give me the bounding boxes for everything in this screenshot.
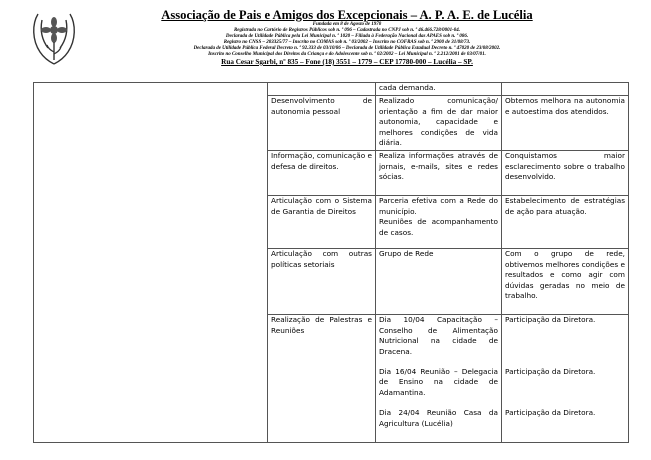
letterhead xyxy=(92,8,602,67)
table-cell: Realização de Palestras e Reuniões xyxy=(268,315,376,443)
table-cell xyxy=(268,83,376,96)
table-cell xyxy=(502,315,629,443)
table-cell xyxy=(376,315,502,443)
cell-line: Dia 24/04 Reunião Casa da Agricultura (Lucélia) xyxy=(379,408,498,428)
cell-line: Dia 16/04 Reunião – Delegacia de Ensino na cidade de Adamantina. xyxy=(379,367,498,397)
table-cell: Estabelecimento de estratégias de ação para atuação. xyxy=(502,196,629,249)
table-cell: Com o grupo de rede, obtivemos melhores condições e resultados e como agir com dúvidas geradas no meio de trabalho. xyxy=(502,249,629,315)
letterhead-line: Registrada no Cartório de Registros Públicos sob n. º 096 – Cadastrada no CNPJ sob n. º 46.466.728/0001-04. xyxy=(233,28,461,33)
letterhead-line: Registro no CNSS – 203325/77 – Inscrito no COMAS sob n. º 03/2002 – Inscrito no COFRAS sob n. º 2900 de 31/08/73. xyxy=(223,40,471,45)
cell-line: Reuniões de acompanhamento de casos. xyxy=(379,217,498,237)
table-cell: Articulação com outras políticas setoriais xyxy=(268,249,376,315)
table-cell: cada demanda. xyxy=(376,83,502,96)
table-cell: Realiza informações através de jornais, e-mails, sites e redes sócias. xyxy=(376,151,502,196)
blank-column-cell xyxy=(34,83,268,443)
letterhead-line: Declarada de Utilidade Pública pela Lei Municipal n. º 1020 – Filiada à Federação Nacional das APAES sob n. º 086. xyxy=(225,34,469,39)
cell-line: Dia 10/04 Capacitação – Conselho de Alimentação Nutricional na cidade de Dracena. xyxy=(379,315,498,356)
table-cell: Realizado comunicação/ orientação a fim de dar maior autonomia, capacidade e melhores condições de vida diária. xyxy=(376,96,502,151)
table-cell: Grupo de Rede xyxy=(376,249,502,315)
org-title: Associação de Pais e Amigos dos Excepcionais – A. P. A. E. de Lucélia xyxy=(161,8,533,22)
address: Rua Cesar Sgarbi, nº 835 – Fone (18) 3551 – 1779 – CEP 17780-000 – Lucélia – SP. xyxy=(221,58,473,66)
activities-table xyxy=(33,82,629,443)
table-cell xyxy=(376,196,502,249)
table-cell: Conquistamos maior esclarecimento sobre o trabalho desenvolvido. xyxy=(502,151,629,196)
table-cell: Articulação com o Sistema de Garantia de Direitos xyxy=(268,196,376,249)
cell-line: Participação da Diretora. xyxy=(505,408,596,418)
cell-line: Parceria efetiva com a Rede do município. xyxy=(379,196,498,216)
letterhead-line: Declarada de Utilidade Pública Federal Decreto n. º 92.333 de 03/10/86 – Declarada de Utilidade Pública Estadual Decreto n. º 47020 de 23/08/2002. xyxy=(193,46,501,51)
apae-logo xyxy=(28,6,80,70)
table-cell: Obtemos melhora na autonomia e autoestima dos atendidos. xyxy=(502,96,629,151)
table-cell: Desenvolvimento de autonomia pessoal xyxy=(268,96,376,151)
letterhead-line: Fundada em 8 de Agosto de 1970 xyxy=(312,22,382,27)
table-cell xyxy=(502,83,629,96)
table-cell: Informação, comunicação e defesa de direitos. xyxy=(268,151,376,196)
letterhead-line: Inscrito no Conselho Municipal dos Direitos da Criança e do Adolescente sob n. º 02/2002 – Lei Municipal n. º 2.212/2001 de 03/07/01. xyxy=(208,52,486,57)
cell-line: Participação da Diretora. xyxy=(505,315,596,325)
table-row xyxy=(34,83,629,96)
cell-line: Participação da Diretora. xyxy=(505,366,596,376)
